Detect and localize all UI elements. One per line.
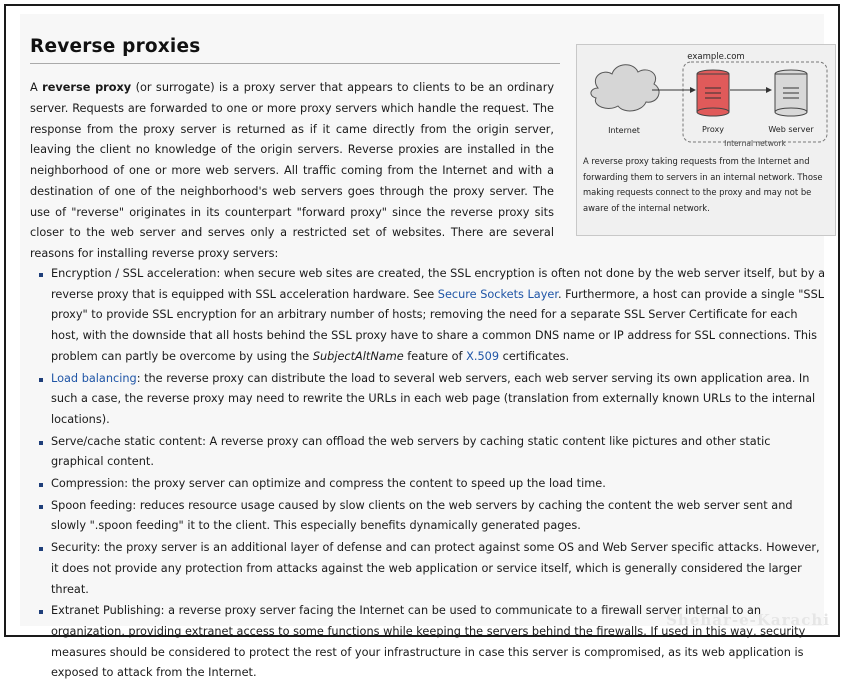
- reverse-proxy-diagram: [580, 48, 832, 148]
- arrow-icon: [766, 87, 772, 93]
- secure-sockets-layer-link[interactable]: Secure Sockets Layer: [437, 287, 558, 301]
- web-server-label: Web server: [768, 125, 814, 134]
- internet-label: Internet: [608, 126, 640, 135]
- bullet-icon: [39, 505, 43, 509]
- x509-link[interactable]: X.509: [466, 349, 500, 363]
- article-content: [20, 14, 826, 680]
- intro-article: A: [30, 81, 38, 95]
- proxy-label: Proxy: [702, 125, 724, 134]
- list-item: Compression: the proxy server can optimize and compress the content to speed up the load time.: [36, 474, 826, 495]
- bullet-icon: [39, 441, 43, 445]
- list-item: Encryption / SSL acceleration: when secure web sites are created, the SSL encryption is often not done by the web server itself, but by a reverse proxy that is equipped with SSL acceleration hardware. See Secure Sockets Layer. Furthermore, a host can provide a single "SSL proxy" to provide SSL encryption for an arbitrary number of hosts; removing the need for a separate SSL Server Certificate for each host, with the downside that all hosts behind the SSL proxy have to share a common DNS name or IP address for SSL connections. This problem can partly be overcome by using the SubjectAltName feature of X.509 certificates.: [36, 264, 826, 368]
- heading-underline: [30, 63, 560, 64]
- bullet-icon: [39, 610, 43, 614]
- list-item: Load balancing: the reverse proxy can distribute the load to several web servers, each web server serving its own application area. In such a case, the reverse proxy may need to rewrite the URLs in each web page (translation from externally known URLs to the internal locations).: [36, 369, 826, 431]
- reverse-proxy-figure: [576, 44, 836, 236]
- page-frame: [4, 4, 840, 680]
- intro-body: (or surrogate) is a proxy server that appears to clients to be an ordinary server. Requests are forwarded to one or more proxy servers which handle the request. The response from the proxy server is returned as if it came directly from the origin server, leaving the client no knowledge of the origin servers. Reverse proxies are installed in the neighborhood of one or more web servers. All traffic coming from the Internet and with a destination of one of the neighborhood's web servers goes through the proxy server. The use of "reverse" originates in its counterpart "forward proxy" since the reverse proxy sits closer to the web server and serves only a restricted set of websites. There are several reasons for installing reverse proxy servers:: [30, 81, 555, 260]
- list-item: Security: the proxy server is an additional layer of defense and can protect against some OS and Web Server specific attacks. However, it does not provide any protection from attacks against the web application or service itself, which is generally considered the larger threat.: [36, 538, 826, 600]
- watermark: Shehar-e-Karachi: [666, 611, 830, 629]
- arrow-icon: [690, 87, 696, 93]
- bullet-icon: [39, 483, 43, 487]
- figure-caption: A reverse proxy taking requests from the Internet and forwarding them to servers in an internal network. Those making requests connect to the proxy and may not be aware of the internal network.: [583, 156, 823, 213]
- intro-term: reverse proxy: [42, 81, 132, 95]
- bullet-icon: [39, 547, 43, 551]
- intro-paragraph: [30, 78, 554, 264]
- internal-network-label: Internal network: [724, 139, 786, 148]
- list-item: Serve/cache static content: A reverse proxy can offload the web servers by caching static content like pictures and other static graphical content.: [36, 432, 826, 473]
- web-server-icon: [775, 70, 807, 116]
- load-balancing-link[interactable]: Load balancing: [51, 371, 137, 385]
- subjectaltname-term: SubjectAltName: [312, 349, 404, 363]
- list-item: Extranet Publishing: a reverse proxy server facing the Internet can be used to communicate to a firewall server internal to an organization, providing extranet access to some functions while keeping the servers behind the firewalls. If used in this way, security measures should be considered to protect the rest of your infrastructure in case this server is compromised, as its web application is exposed to attack from the Internet.: [36, 601, 826, 684]
- bullet-icon: [39, 273, 43, 277]
- list-item: Spoon feeding: reduces resource usage caused by slow clients on the web servers by caching the content the web server sent and slowly ".spoon feeding" it to the client. This especially benefits dynamically generated pages.: [36, 496, 826, 537]
- bullet-icon: [39, 378, 43, 382]
- internet-cloud-icon: [591, 65, 659, 111]
- proxy-server-icon: [697, 70, 729, 116]
- section-heading: Reverse proxies: [30, 36, 201, 57]
- domain-label: example.com: [687, 52, 745, 62]
